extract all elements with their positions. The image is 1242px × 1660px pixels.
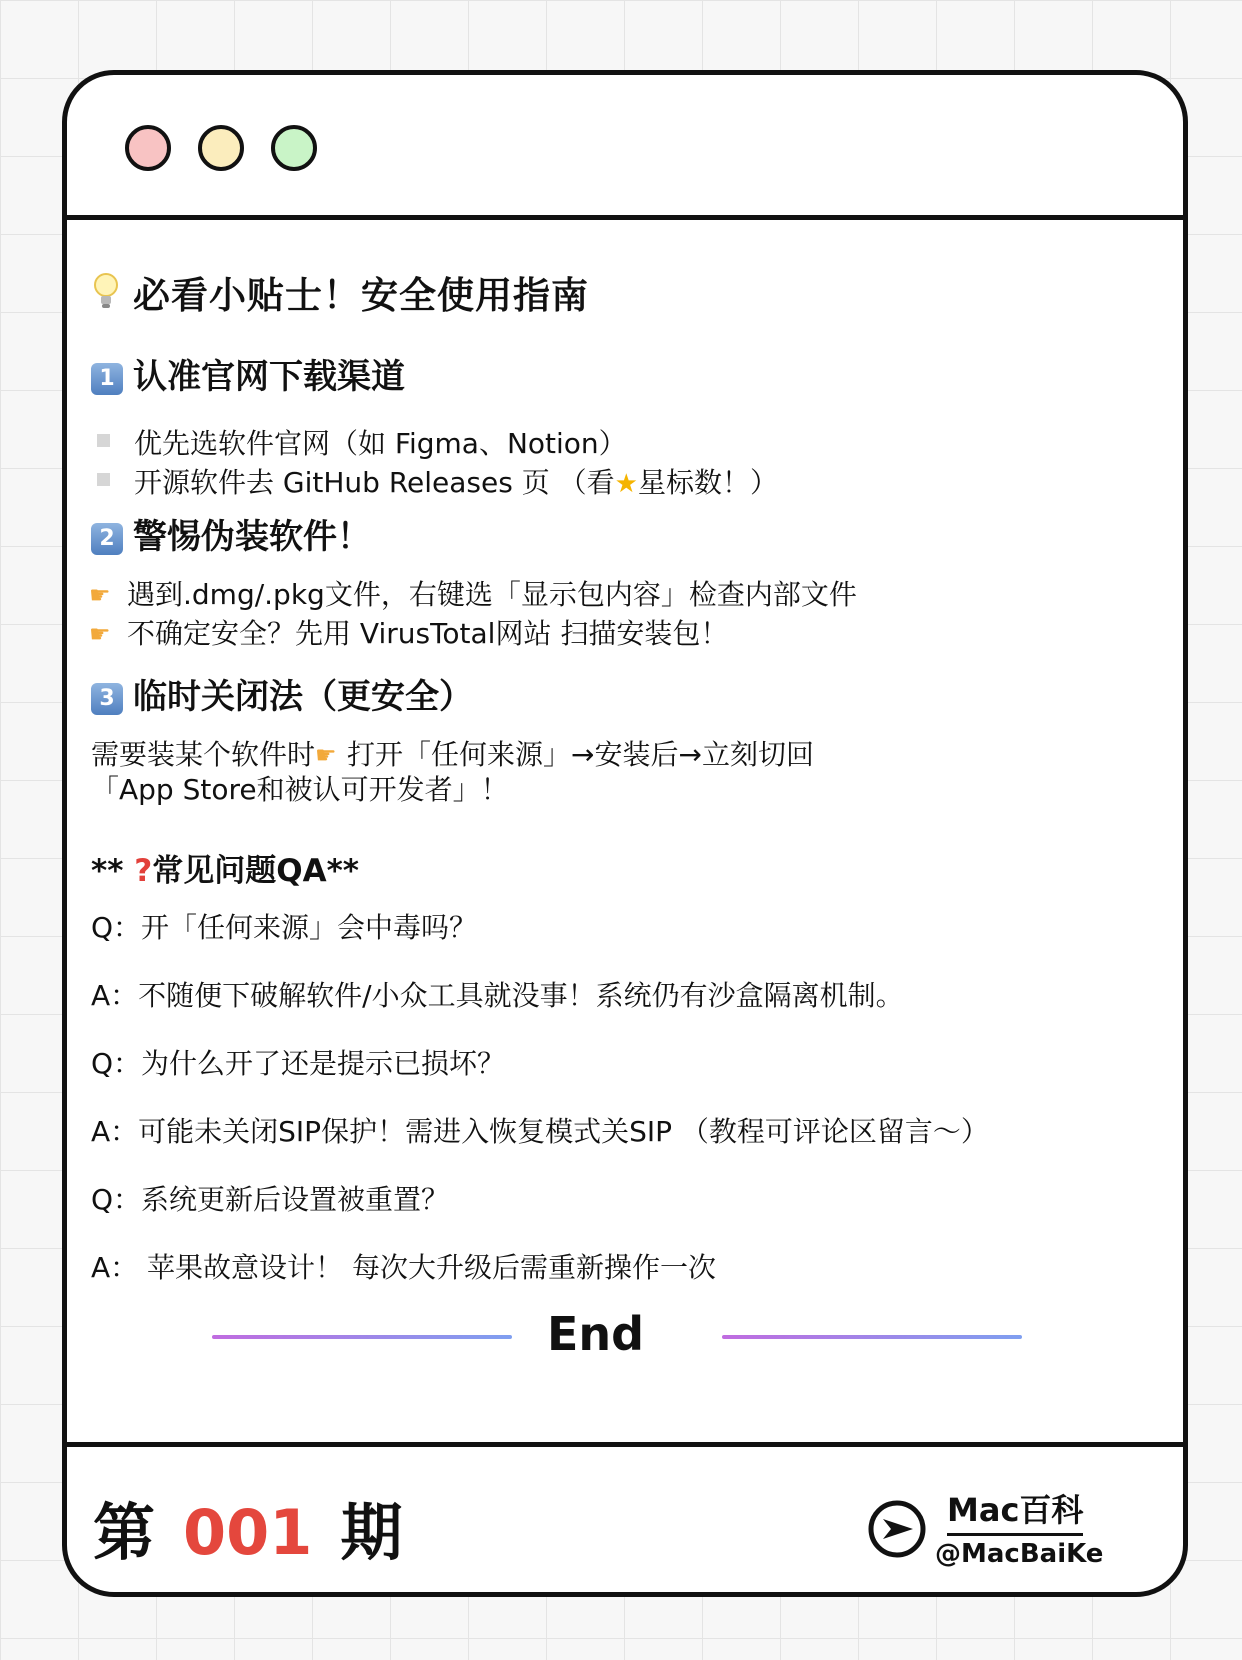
- faq-a1: [91, 974, 904, 1014]
- window-titlebar: [67, 75, 1183, 220]
- section-1-heading-text: 认准官网下载渠道: [133, 357, 405, 397]
- section-3-heading-text: 临时关闭法（更安全）: [133, 677, 473, 717]
- faq-q1: [91, 906, 477, 946]
- section-3-text-after: 打开「任何来源」→安装后→立刻切回: [347, 738, 814, 771]
- section-3-line-2-text: 「App Store和被认可开发者」！: [91, 773, 509, 806]
- section-1-item-1: [97, 422, 627, 462]
- section-1-heading: [91, 349, 405, 398]
- section-3-text-before: 需要装某个软件时: [91, 738, 316, 771]
- bullet-square-icon: [97, 434, 110, 447]
- section-2-item-1: [89, 573, 857, 613]
- faq-a2: [91, 1110, 989, 1150]
- faq-title: 常见问题QA**: [152, 853, 359, 889]
- brand-name: Mac百科: [947, 1485, 1083, 1536]
- number-1-badge: 1: [91, 363, 123, 395]
- close-dot[interactable]: [125, 125, 171, 171]
- faq-q3: [91, 1178, 449, 1218]
- faq-prefix: **: [91, 853, 124, 889]
- zoom-dot[interactable]: [271, 125, 317, 171]
- section-1-item-2: [97, 461, 778, 501]
- tips-content: [67, 220, 1183, 1442]
- end-divider-line-right: [722, 1335, 1022, 1339]
- faq-q3-text: Q：系统更新后设置被重置？: [91, 1183, 450, 1216]
- pointing-hand-icon: ☛: [89, 581, 111, 609]
- faq-q1-text: Q：开「任何来源」会中毒吗？: [91, 911, 478, 944]
- end-label: End: [547, 1307, 645, 1361]
- browser-window-card: [62, 70, 1188, 1597]
- bullet-square-icon: [97, 473, 110, 486]
- star-icon: ★: [614, 469, 638, 499]
- faq-a1-text: A：不随便下破解软件/小众工具就没事！系统仍有沙盒隔离机制。: [91, 979, 904, 1012]
- minimize-dot[interactable]: [198, 125, 244, 171]
- faq-heading: [91, 845, 359, 890]
- end-divider-line-left: [212, 1335, 512, 1339]
- lightbulb-icon: [93, 272, 119, 321]
- section-1-item-2-tail: 星标数！）: [637, 466, 778, 499]
- issue-prefix: 第: [93, 1496, 156, 1569]
- number-2-badge: 2: [91, 523, 123, 555]
- issue-number-value: 001: [183, 1496, 313, 1569]
- issue-number: [93, 1483, 402, 1572]
- section-3-heading: [91, 669, 473, 718]
- page-title-text: 必看小贴士！安全使用指南: [133, 274, 589, 317]
- brand-handle: @MacBaiKe: [935, 1539, 1104, 1569]
- section-1-item-1-text: 优先选软件官网（如 Figma、Notion）: [134, 427, 627, 460]
- send-arrow-icon: [867, 1499, 927, 1559]
- section-2-item-2: [89, 612, 728, 652]
- question-mark-icon: ?: [134, 853, 153, 889]
- faq-a2-text: A：可能未关闭SIP保护！需进入恢复模式关SIP （教程可评论区留言～）: [91, 1115, 989, 1148]
- page-title: [93, 265, 589, 321]
- pointing-hand-icon: ☛: [89, 620, 111, 648]
- issue-suffix: 期: [340, 1496, 403, 1569]
- pointing-hand-icon: ☛: [315, 741, 337, 769]
- section-2-heading-text: 警惕伪装软件！: [133, 517, 371, 557]
- faq-a3: [91, 1246, 716, 1286]
- card-footer: [67, 1442, 1183, 1592]
- faq-a3-text: A： 苹果故意设计！ 每次大升级后需重新操作一次: [91, 1251, 716, 1284]
- faq-q2-text: Q：为什么开了还是提示已损坏？: [91, 1047, 506, 1080]
- section-2-item-1-text: 遇到.dmg/.pkg文件，右键选「显示包内容」检查内部文件: [127, 578, 857, 611]
- section-1-item-2-text: 开源软件去 GitHub Releases 页 （看: [134, 466, 615, 499]
- section-3-line-1: [91, 733, 814, 773]
- section-2-heading: [91, 509, 371, 558]
- section-2-item-2-text: 不确定安全？先用 VirusTotal网站 扫描安装包！: [127, 617, 729, 650]
- number-3-badge: 3: [91, 683, 123, 715]
- section-3-line-2: [91, 768, 509, 808]
- end-divider: [67, 1305, 1183, 1365]
- faq-q2: [91, 1042, 505, 1082]
